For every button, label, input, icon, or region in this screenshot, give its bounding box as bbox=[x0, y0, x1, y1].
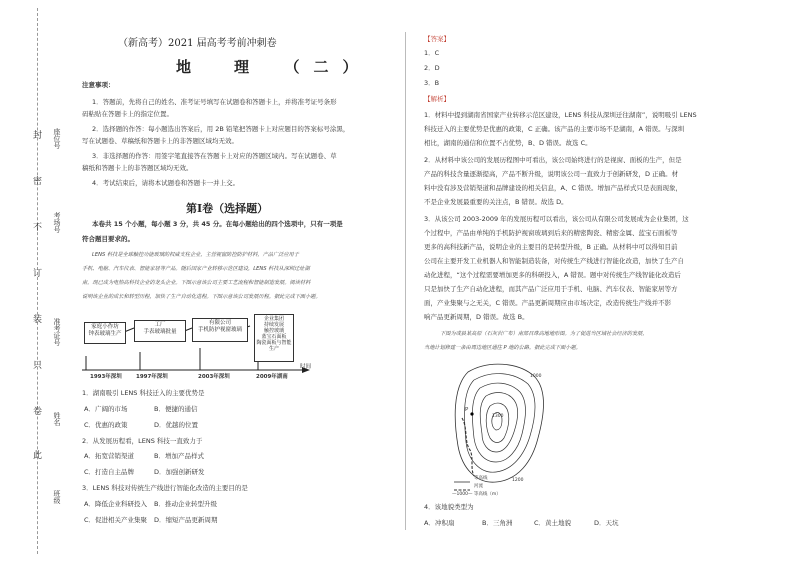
stage-box-workshop bbox=[84, 322, 126, 344]
analysis-line: 响产品更新周期，D 错误。故选 B。 bbox=[424, 313, 529, 321]
axis-label-time: 时间 bbox=[300, 364, 312, 370]
column-divider bbox=[405, 32, 406, 530]
question-4-option-c[interactable]: C．黄土地貌 bbox=[534, 519, 572, 527]
seal-char-5: 装 bbox=[31, 314, 41, 323]
analysis-line: 相比，湖南的通信和位置不占优势，B、D 错误。故选 C。 bbox=[424, 139, 592, 147]
stage-box-label: 蓝宝石面板 bbox=[261, 334, 287, 340]
legend-item: 河流 bbox=[474, 484, 483, 489]
analysis-line: 更多的高科技新产品，说明企业的主要目的是转型升级，B 正确。从材料中可以得知目前 bbox=[424, 243, 678, 251]
question-3-option-b[interactable]: B．推动企业转型升级 bbox=[154, 500, 217, 508]
passage-line: 说明该企业的成长和转型历程，加快了生产自动化进程。下图示意该公司发展历程。据此完成下面小题。 bbox=[82, 294, 321, 300]
exam-title: （新高考）2021 届高考考前冲刺卷 bbox=[118, 38, 277, 49]
analysis-line: 个过程中，产品由单纯的手机防护视窗玻璃到后来的精密陶瓷、精密金属、蓝宝石面板等 bbox=[424, 229, 678, 237]
question-3-option-d[interactable]: D．缩短产品更新周期 bbox=[154, 516, 218, 524]
analysis-line: 面，产业集聚与之无关，C 错误。产品更新周期应由市场决定，改造传统生产线并不影 bbox=[424, 299, 672, 307]
stage-box-label: 触控玻璃 bbox=[263, 328, 284, 334]
seal-char-8: 此 bbox=[31, 450, 41, 459]
seal-char-3: 不 bbox=[31, 222, 41, 231]
subject-title: 地 理 （二） bbox=[176, 58, 372, 76]
question-2-option-a[interactable]: A．拓宽营销渠道 bbox=[84, 452, 134, 460]
notice-line: 4．考试结束后，请将本试题卷和答题卡一并上交。 bbox=[92, 179, 240, 187]
stage-box-label: 陶瓷面板与智能 bbox=[256, 340, 292, 346]
stage-box-label: 家庭小作坊 bbox=[91, 324, 119, 330]
year-label: 1997年深圳 bbox=[136, 374, 168, 380]
stage-box-label: 生产 bbox=[268, 346, 279, 352]
notice-line: 3．非选择题的作答：用签字笔直接答在答题卡上对应的答题区域内。写在试题卷、草 bbox=[92, 152, 337, 160]
answers-label: 【答案】 bbox=[424, 35, 450, 43]
stage-box-label: 钟表玻璃生产 bbox=[88, 331, 122, 337]
legend-contour-value: —1000— 等高线（m） bbox=[452, 492, 501, 497]
answer-item: 2．D bbox=[424, 64, 440, 72]
part1-intro-cont: 符合题目要求的。 bbox=[82, 235, 134, 243]
question-2-option-c[interactable]: C．打造自主品牌 bbox=[84, 468, 135, 476]
answer-item: 3．B bbox=[424, 79, 440, 87]
question-2-stem: 2．从发展历程看，LENS 科技一直致力于 bbox=[82, 437, 203, 445]
seal-char-6: 只 bbox=[31, 360, 41, 369]
contour-label: 1300 bbox=[492, 414, 504, 419]
notice-line: 1．答题前，先将自己的姓名、准考证号填写在试题卷和答题卡上，并将准考证号条形 bbox=[92, 98, 337, 106]
question-1-option-d[interactable]: D．优越的位置 bbox=[154, 421, 199, 429]
question-4-stem: 4．该地貌类型为 bbox=[424, 503, 474, 511]
field-name: 姓名 bbox=[53, 412, 61, 426]
analysis-line: 公司在主要开发工业机器人和智能制造装备，对传统生产线进行智能化改造，加快了生产自 bbox=[424, 257, 684, 265]
seal-char-7: 卷 bbox=[31, 406, 41, 415]
analysis-line: 只是加快了生产自动化进程，而其产品广泛应用于手机、电脑、汽车仪表、智能家居等方 bbox=[424, 285, 678, 293]
legend-item: 等高线 bbox=[474, 476, 488, 481]
seal-char-4: 订 bbox=[31, 268, 41, 277]
field-exam-room: 考场号 bbox=[53, 212, 61, 233]
question-4-option-a[interactable]: A．冲积扇 bbox=[424, 519, 455, 527]
analysis-line: 1．材料中提到湖南省国家产业转移示范区建设，LENS 科技从深圳迁往湖南”，说明吸引 LENS bbox=[424, 111, 697, 119]
answer-item: 1．C bbox=[424, 49, 440, 57]
passage-line: 手机、电脑、汽车仪表、智能家居等产品。随后国家产业转移示范区建设，LENS 科技从深圳迁址湖 bbox=[82, 266, 310, 272]
question-1-option-c[interactable]: C．优惠的政策 bbox=[84, 421, 128, 429]
question-1-option-a[interactable]: A．广阔的市场 bbox=[84, 405, 128, 413]
question-1-option-b[interactable]: B．便捷的通信 bbox=[154, 405, 198, 413]
stage-box-factory bbox=[134, 320, 186, 342]
stage-box-label: 工厂 bbox=[154, 322, 166, 328]
stage-box-label: 手机防护视窗玻璃 bbox=[197, 327, 242, 333]
year-label: 2009年湖南 bbox=[256, 374, 288, 380]
map-point-label: P bbox=[465, 407, 469, 413]
notices-heading: 注意事项： bbox=[82, 81, 115, 89]
stage-box-label: 持续发展 bbox=[263, 322, 284, 328]
year-label: 1993年深圳 bbox=[90, 374, 122, 380]
question-3-option-c[interactable]: C．促进相关产业集聚 bbox=[84, 516, 148, 524]
field-seat-number: 座位号 bbox=[53, 128, 61, 149]
analysis-line: 不是企业发展最重要的关注点，B 错误。故选 D。 bbox=[424, 198, 568, 206]
seal-char-2: 密 bbox=[31, 176, 41, 185]
stage-box-label: 企业集团 bbox=[263, 316, 284, 322]
field-admission-number: 准考证号 bbox=[53, 318, 61, 346]
stage-box-label: 有限公司 bbox=[208, 320, 231, 326]
notice-line: 码粘贴在答题卡上的指定位置。 bbox=[82, 110, 173, 118]
stage-box-label: 手表玻璃批量 bbox=[143, 329, 177, 335]
analysis-line: 2．从材料中该公司的发展历程图中可看出，该公司始终进行的是视窗、面板的生产，但是 bbox=[424, 156, 682, 164]
contour-label: 1000 bbox=[530, 374, 542, 379]
question-2-option-d[interactable]: D．加强创新研发 bbox=[154, 468, 205, 476]
analysis-line: 动化进程，“这个过程需要增加更多的科研投入，A 错误。题中对传统生产线智能化改造后 bbox=[424, 271, 681, 279]
notice-line: 稿纸和答题卡上的非答题区域均无效。 bbox=[82, 164, 193, 172]
analysis-label: 【解析】 bbox=[424, 95, 450, 103]
map-intro-line: 当地计划修建一条由周边地区通往 P 地的公路。据此完成下面小题。 bbox=[424, 345, 581, 351]
stage-box-group bbox=[254, 314, 294, 362]
analysis-line: 料中没有涉及营销渠道和品牌建设的相关信息，A、C 错误。增加产品样式只是表面现象， bbox=[424, 184, 683, 192]
notice-line: 2．选择题的作答：每小题选出答案后，用 2B 铅笔把答题卡上对应题目的答案标号涂黑， bbox=[92, 125, 350, 133]
field-class: 班级 bbox=[53, 490, 61, 504]
passage-line: LENS 科技是全球触控功能玻璃的权威支柱企业，主营视窗防控防护材料，产品广泛应用于 bbox=[92, 252, 299, 258]
passage-line: 南，现已成为电热高科技企业的龙头企业。下图示意该公司主要工艺流程和智能制造发展。阅读材料 bbox=[82, 280, 311, 286]
question-3-stem: 3．LENS 科技对传统生产线进行智能化改造的主要目的是 bbox=[82, 484, 248, 492]
question-1-stem: 1．湖南吸引 LENS 科技迁入的主要优势是 bbox=[82, 389, 205, 397]
analysis-line: 产品的科技含量逐渐提高，产品不断升级，说明该公司一直致力于创新研发，D 正确。材 bbox=[424, 170, 679, 178]
part1-intro: 本卷共 15 个小题，每小题 3 分，共 45 分。在每小题给出的四个选项中，只有一项是 bbox=[92, 220, 343, 228]
question-4-option-b[interactable]: B．三角洲 bbox=[482, 519, 513, 527]
analysis-line: 科技迁入的主要优势是优惠的政策，C 正确。该产品的主要市场不是湖南，A 错误。与深圳 bbox=[424, 125, 685, 133]
binding-dashed-line bbox=[37, 8, 38, 554]
question-4-option-d[interactable]: D．天坑 bbox=[594, 519, 619, 527]
notice-line: 写在试题卷、草稿纸和答题卡上的非答题区域均无效。 bbox=[82, 137, 238, 145]
question-2-option-b[interactable]: B．增加产品样式 bbox=[154, 452, 204, 460]
question-3-option-a[interactable]: A．降低企业科研投入 bbox=[84, 500, 147, 508]
contour-label: 1200 bbox=[512, 478, 524, 483]
stage-box-limited-company bbox=[192, 318, 248, 342]
seal-char-1: 封 bbox=[31, 130, 41, 139]
map-intro-line: 下图为或县某高原（石灰岩广布）南部日珠高地地形图。为了促进当区域社会经济的发展， bbox=[440, 331, 648, 337]
part1-title: 第Ⅰ卷（选择题） bbox=[186, 202, 269, 215]
analysis-line: 3．从该公司 2003-2009 年的发展历程可以看出，该公司从有限公司发展成为企业集团，这 bbox=[424, 215, 689, 223]
year-label: 2003年深圳 bbox=[198, 374, 230, 380]
